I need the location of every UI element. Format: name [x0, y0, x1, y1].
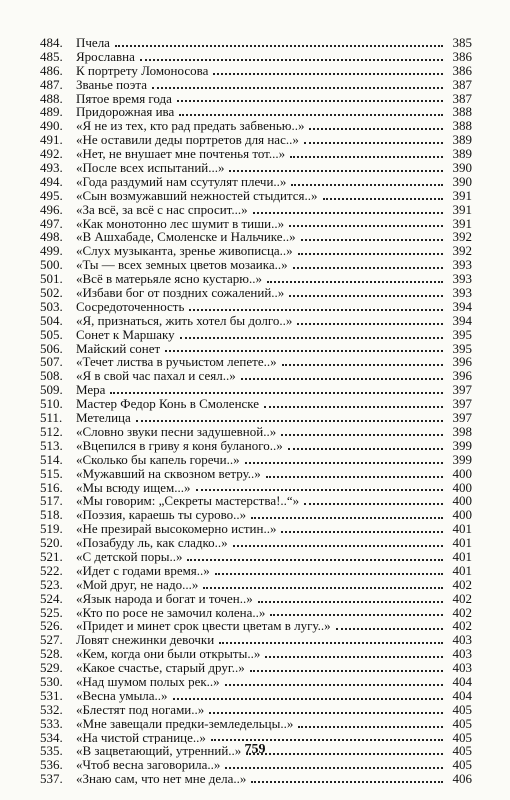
dot-leader — [281, 531, 443, 533]
entry-title: «Придет и минет срок цвести цветам в лугу..» — [76, 619, 331, 634]
entry-title: «В Ашхабаде, Смоленске и Нальчике..» — [76, 230, 296, 245]
entry-title: «Чтоб весна заговорила..» — [76, 758, 221, 773]
entry-number: 514. — [40, 451, 63, 467]
entry-title: «Словно звуки песни задушевной..» — [76, 424, 277, 439]
entry-page-number: 385 — [452, 35, 472, 50]
toc-entry — [40, 397, 472, 411]
entry-page-number: 397 — [452, 396, 472, 412]
entry-title: Ловят снежинки девочки — [76, 633, 215, 648]
toc-entry — [40, 244, 472, 258]
entry-title: «Я не из тех, кто рад предать забвенью..» — [76, 119, 305, 134]
entry-page-number: 400 — [452, 479, 472, 495]
entry-title: Пятое время года — [76, 91, 172, 106]
entry-title: Мастер Федор Конь в Смоленске — [76, 397, 260, 412]
entry-number: 512. — [40, 423, 63, 439]
dot-leader — [251, 517, 443, 519]
entry-page-number: 387 — [452, 76, 472, 92]
dot-leader — [288, 448, 443, 450]
entry-number: 522. — [40, 562, 63, 578]
entry-number: 516. — [40, 479, 63, 495]
entry-title: Майский сонет — [76, 341, 161, 356]
dot-leader — [165, 350, 443, 352]
entry-number: 504. — [40, 312, 63, 328]
entry-number: 494. — [40, 173, 63, 189]
dot-leader — [289, 295, 443, 297]
entry-page-number: 400 — [452, 465, 472, 481]
entry-number: 507. — [40, 354, 63, 370]
entry-page-number: 398 — [452, 423, 472, 439]
toc-entry — [40, 425, 472, 439]
entry-page-number: 405 — [452, 729, 472, 745]
toc-entry — [40, 383, 472, 397]
entry-title: «Язык народа и богат и точен..» — [76, 591, 253, 606]
dot-leader — [110, 392, 443, 394]
toc-entry — [40, 175, 472, 189]
entry-page-number: 405 — [452, 757, 472, 773]
entry-title: «Идет с годами время..» — [76, 563, 210, 578]
entry-number: 503. — [40, 298, 63, 314]
toc-entry — [40, 286, 472, 300]
dot-leader — [336, 628, 443, 630]
entry-page-number: 393 — [452, 285, 472, 301]
dot-leader — [152, 87, 443, 89]
entry-number: 498. — [40, 229, 63, 245]
entry-number: 500. — [40, 257, 63, 273]
entry-page-number: 396 — [452, 368, 472, 384]
entry-number: 496. — [40, 201, 63, 217]
dot-leader — [323, 198, 444, 200]
toc-entry — [40, 578, 472, 592]
dot-leader — [187, 559, 443, 561]
toc-entry — [40, 453, 472, 467]
entry-page-number: 399 — [452, 451, 472, 467]
entry-title: «Мужавший на сквозном ветру..» — [76, 466, 261, 481]
entry-number: 534. — [40, 729, 63, 745]
dot-leader — [304, 503, 443, 505]
toc-entry — [40, 92, 472, 106]
toc-entry — [40, 758, 472, 772]
entry-title: «Мне завещали предки-земледельцы..» — [76, 716, 294, 731]
entry-page-number: 396 — [452, 354, 472, 370]
dot-leader — [245, 462, 443, 464]
toc-entry — [40, 675, 472, 689]
entry-number: 513. — [40, 437, 63, 453]
entry-title: «После всех испытаний...» — [76, 161, 225, 175]
entry-title: «Весна умыла..» — [76, 688, 168, 703]
entry-title: «Блестят под ногами..» — [76, 702, 205, 717]
entry-page-number: 402 — [452, 604, 472, 620]
entry-page-number: 401 — [452, 548, 472, 564]
entry-title: Пчела — [76, 36, 110, 50]
dot-leader — [291, 184, 443, 186]
dot-leader — [136, 420, 443, 422]
toc-entry — [40, 105, 472, 119]
dot-leader — [267, 281, 443, 283]
entry-title: «С детской поры..» — [76, 549, 183, 564]
toc-entry — [40, 328, 472, 342]
entry-number: 536. — [40, 757, 63, 773]
entry-number: 493. — [40, 160, 63, 176]
entry-page-number: 404 — [452, 673, 472, 689]
entry-number: 485. — [40, 48, 63, 64]
entry-title: «Вцепился в гриву я коня буланого..» — [76, 438, 283, 453]
entry-number: 518. — [40, 507, 63, 523]
entry-page-number: 388 — [452, 118, 472, 134]
toc-entry — [40, 203, 472, 217]
entry-number: 521. — [40, 548, 63, 564]
entry-number: 489. — [40, 104, 63, 120]
entry-title: «Мы всюду ищем...» — [76, 480, 191, 495]
entry-title: «Я в свой час пахал и сеял..» — [76, 369, 236, 384]
toc-entry — [40, 64, 472, 78]
entry-number: 486. — [40, 62, 63, 78]
toc-entry — [40, 258, 472, 272]
entry-title: «Года раздумий нам ссутулят плечи..» — [76, 174, 287, 189]
entry-title: К портрету Ломоносова — [76, 63, 209, 78]
table-of-contents — [40, 36, 472, 786]
entry-number: 487. — [40, 76, 63, 92]
entry-title: «Мы говорим: „Секреты мастерства!..“» — [76, 494, 300, 509]
entry-title: Сонет к Маршаку — [76, 327, 175, 342]
entry-title: «Течет листва в ручьистом лепете..» — [76, 355, 277, 370]
entry-number: 509. — [40, 382, 63, 398]
entry-page-number: 400 — [452, 507, 472, 523]
entry-page-number: 391 — [452, 201, 472, 217]
entry-page-number: 388 — [452, 104, 472, 120]
toc-entry — [40, 189, 472, 203]
entry-title: «На чистой странице..» — [76, 730, 206, 745]
dot-leader — [209, 712, 443, 714]
dot-leader — [241, 378, 443, 380]
dot-leader — [203, 587, 443, 589]
dot-leader — [177, 100, 443, 102]
dot-leader — [282, 364, 443, 366]
entry-page-number: 406 — [452, 771, 472, 787]
entry-page-number: 401 — [452, 562, 472, 578]
entry-title: Званье поэта — [76, 77, 147, 92]
dot-leader — [215, 573, 443, 575]
entry-title: «Как монотонно лес шумит в тиши..» — [76, 216, 285, 231]
dot-leader — [258, 601, 443, 603]
entry-number: 529. — [40, 660, 63, 676]
entry-page-number: 400 — [452, 493, 472, 509]
entry-page-number: 405 — [452, 701, 472, 717]
entry-number: 492. — [40, 146, 63, 162]
entry-page-number: 402 — [452, 590, 472, 606]
entry-page-number: 403 — [452, 660, 472, 676]
toc-entry — [40, 314, 472, 328]
entry-number: 528. — [40, 646, 63, 662]
entry-page-number: 391 — [452, 187, 472, 203]
toc-entry — [40, 481, 472, 495]
entry-page-number: 397 — [452, 410, 472, 426]
entry-number: 527. — [40, 632, 63, 648]
dot-leader — [281, 434, 443, 436]
toc-entry — [40, 133, 472, 147]
entry-page-number: 392 — [452, 229, 472, 245]
toc-entry — [40, 550, 472, 564]
toc-entry — [40, 369, 472, 383]
dot-leader — [140, 59, 443, 61]
dot-leader — [189, 309, 443, 311]
entry-title: «Слух музыканта, зренье живописца..» — [76, 244, 293, 259]
entry-title: Мера — [76, 383, 106, 398]
toc-entry — [40, 633, 472, 647]
entry-title: «В зацветающий, утренний..» — [76, 744, 242, 759]
toc-entry — [40, 689, 472, 703]
entry-page-number: 403 — [452, 646, 472, 662]
entry-title: «Сколько бы капель горечи..» — [76, 452, 240, 467]
entry-title: «Сын возмужавший нежностей стыдится..» — [76, 188, 318, 203]
dot-leader — [196, 489, 443, 491]
toc-entry — [40, 661, 472, 675]
entry-title: «Мой друг, не надо...» — [76, 577, 199, 592]
entry-title: «Я, признаться, жить хотел бы долго..» — [76, 313, 293, 328]
entry-title: «Не презирай высокомерно истин..» — [76, 522, 277, 537]
toc-entry — [40, 494, 472, 508]
entry-title: «Не оставили деды портретов для нас..» — [76, 133, 299, 148]
entry-title: «Какое счастье, старый друг..» — [76, 661, 245, 675]
entry-number: 501. — [40, 271, 63, 287]
toc-entry — [40, 36, 472, 50]
dot-leader — [219, 642, 443, 644]
toc-entry — [40, 217, 472, 231]
toc-entry — [40, 78, 472, 92]
toc-entry — [40, 467, 472, 481]
entry-page-number: 386 — [452, 48, 472, 64]
entry-number: 530. — [40, 673, 63, 689]
entry-title: Метелица — [76, 411, 131, 425]
dot-leader — [266, 476, 443, 478]
entry-number: 491. — [40, 132, 63, 148]
entry-title: «Знаю сам, что нет мне дела..» — [76, 772, 247, 787]
entry-page-number: 389 — [452, 146, 472, 162]
toc-entry — [40, 647, 472, 661]
entry-number: 515. — [40, 465, 63, 481]
dot-leader — [289, 225, 443, 227]
entry-number: 535. — [40, 743, 63, 759]
page-number: 759 — [244, 742, 266, 757]
entry-title: «Позабуду ль, как сладко..» — [76, 536, 228, 550]
entry-number: 508. — [40, 368, 63, 384]
toc-entry — [40, 508, 472, 522]
entry-page-number: 394 — [452, 298, 472, 314]
toc-entry — [40, 300, 472, 314]
entry-page-number: 405 — [452, 743, 472, 759]
dot-leader — [173, 698, 443, 700]
dot-leader — [304, 142, 443, 144]
dot-leader — [229, 170, 443, 172]
entry-number: 537. — [40, 771, 63, 787]
toc-entry — [40, 50, 472, 64]
entry-page-number: 393 — [452, 271, 472, 287]
dot-leader — [115, 45, 443, 47]
entry-page-number: 392 — [452, 243, 472, 259]
entry-number: 484. — [40, 35, 63, 50]
entry-page-number: 405 — [452, 715, 472, 731]
entry-number: 523. — [40, 576, 63, 592]
dot-leader — [180, 337, 443, 339]
entry-page-number: 394 — [452, 312, 472, 328]
entry-title: Ярославна — [76, 49, 135, 64]
entry-number: 520. — [40, 535, 63, 551]
dot-leader — [225, 767, 443, 769]
entry-number: 531. — [40, 687, 63, 703]
entry-title: Придорожная ива — [76, 105, 175, 120]
entry-title: «Поэзия, караешь ты сурово..» — [76, 508, 247, 523]
entry-number: 517. — [40, 493, 63, 509]
toc-entry — [40, 606, 472, 620]
dot-leader — [250, 670, 443, 672]
dot-leader — [225, 684, 443, 686]
entry-number: 495. — [40, 187, 63, 203]
entry-title: Сосредоточенность — [76, 299, 185, 314]
entry-number: 499. — [40, 243, 63, 259]
entry-page-number: 391 — [452, 215, 472, 231]
toc-entry — [40, 772, 472, 786]
entry-number: 532. — [40, 701, 63, 717]
toc-entry — [40, 619, 472, 633]
entry-title: «Нет, не внушает мне почтенья тот...» — [76, 147, 286, 162]
entry-number: 506. — [40, 340, 63, 356]
toc-entry — [40, 230, 472, 244]
entry-page-number: 386 — [452, 62, 472, 78]
entry-title: «За всё, за всё с нас спросит...» — [76, 202, 248, 217]
entry-page-number: 390 — [452, 160, 472, 176]
entry-number: 519. — [40, 521, 63, 537]
entry-page-number: 395 — [452, 340, 472, 356]
dot-leader — [233, 545, 443, 547]
entry-page-number: 395 — [452, 326, 472, 342]
toc-entry — [40, 536, 472, 550]
toc-entry — [40, 439, 472, 453]
dot-leader — [265, 656, 443, 658]
toc-entry — [40, 522, 472, 536]
entry-page-number: 403 — [452, 632, 472, 648]
dot-leader — [301, 239, 443, 241]
entry-number: 510. — [40, 396, 63, 412]
entry-page-number: 401 — [452, 521, 472, 537]
dot-leader — [213, 73, 443, 75]
dot-leader — [270, 614, 443, 616]
dot-leader — [253, 212, 443, 214]
entry-title: «Избави бог от поздних сожалений..» — [76, 286, 285, 300]
entry-number: 511. — [40, 410, 63, 426]
entry-page-number: 389 — [452, 132, 472, 148]
dot-leader — [298, 253, 443, 255]
entry-number: 497. — [40, 215, 63, 231]
dot-leader — [297, 323, 443, 325]
toc-entry — [40, 147, 472, 161]
entry-page-number: 397 — [452, 382, 472, 398]
toc-entry — [40, 564, 472, 578]
entry-title: «Над шумом полых рек..» — [76, 674, 220, 689]
entry-number: 488. — [40, 90, 63, 106]
entry-page-number: 404 — [452, 687, 472, 703]
dot-leader — [293, 267, 443, 269]
toc-entry — [40, 342, 472, 356]
entry-title: «Ты — всех земных цветов мозаика..» — [76, 258, 288, 273]
entry-page-number: 402 — [452, 618, 472, 634]
entry-page-number: 399 — [452, 437, 472, 453]
toc-entry — [40, 703, 472, 717]
toc-entry — [40, 272, 472, 286]
dot-leader — [309, 128, 443, 130]
toc-entry — [40, 717, 472, 731]
entry-page-number: 390 — [452, 173, 472, 189]
entry-number: 525. — [40, 604, 63, 620]
entry-page-number: 393 — [452, 257, 472, 273]
toc-entry — [40, 411, 472, 425]
dot-leader — [298, 726, 443, 728]
entry-number: 502. — [40, 285, 63, 301]
entry-page-number: 402 — [452, 576, 472, 592]
toc-entry — [40, 161, 472, 175]
dot-leader — [251, 781, 443, 783]
entry-number: 533. — [40, 715, 63, 731]
entry-title: «Всё в матерьяле ясно кустарю..» — [76, 272, 262, 287]
entry-title: «Кто по росе не замочил колена..» — [76, 605, 266, 620]
dot-leader — [290, 156, 443, 158]
toc-entry — [40, 119, 472, 133]
entry-number: 490. — [40, 118, 63, 134]
toc-entry — [40, 592, 472, 606]
dot-leader — [264, 406, 443, 408]
dot-leader — [179, 114, 443, 116]
entry-number: 526. — [40, 618, 63, 634]
entry-number: 524. — [40, 590, 63, 606]
entry-page-number: 401 — [452, 535, 472, 551]
entry-title: «Кем, когда они были открыты..» — [76, 647, 261, 662]
entry-number: 505. — [40, 326, 63, 342]
toc-entry — [40, 355, 472, 369]
entry-page-number: 387 — [452, 90, 472, 106]
